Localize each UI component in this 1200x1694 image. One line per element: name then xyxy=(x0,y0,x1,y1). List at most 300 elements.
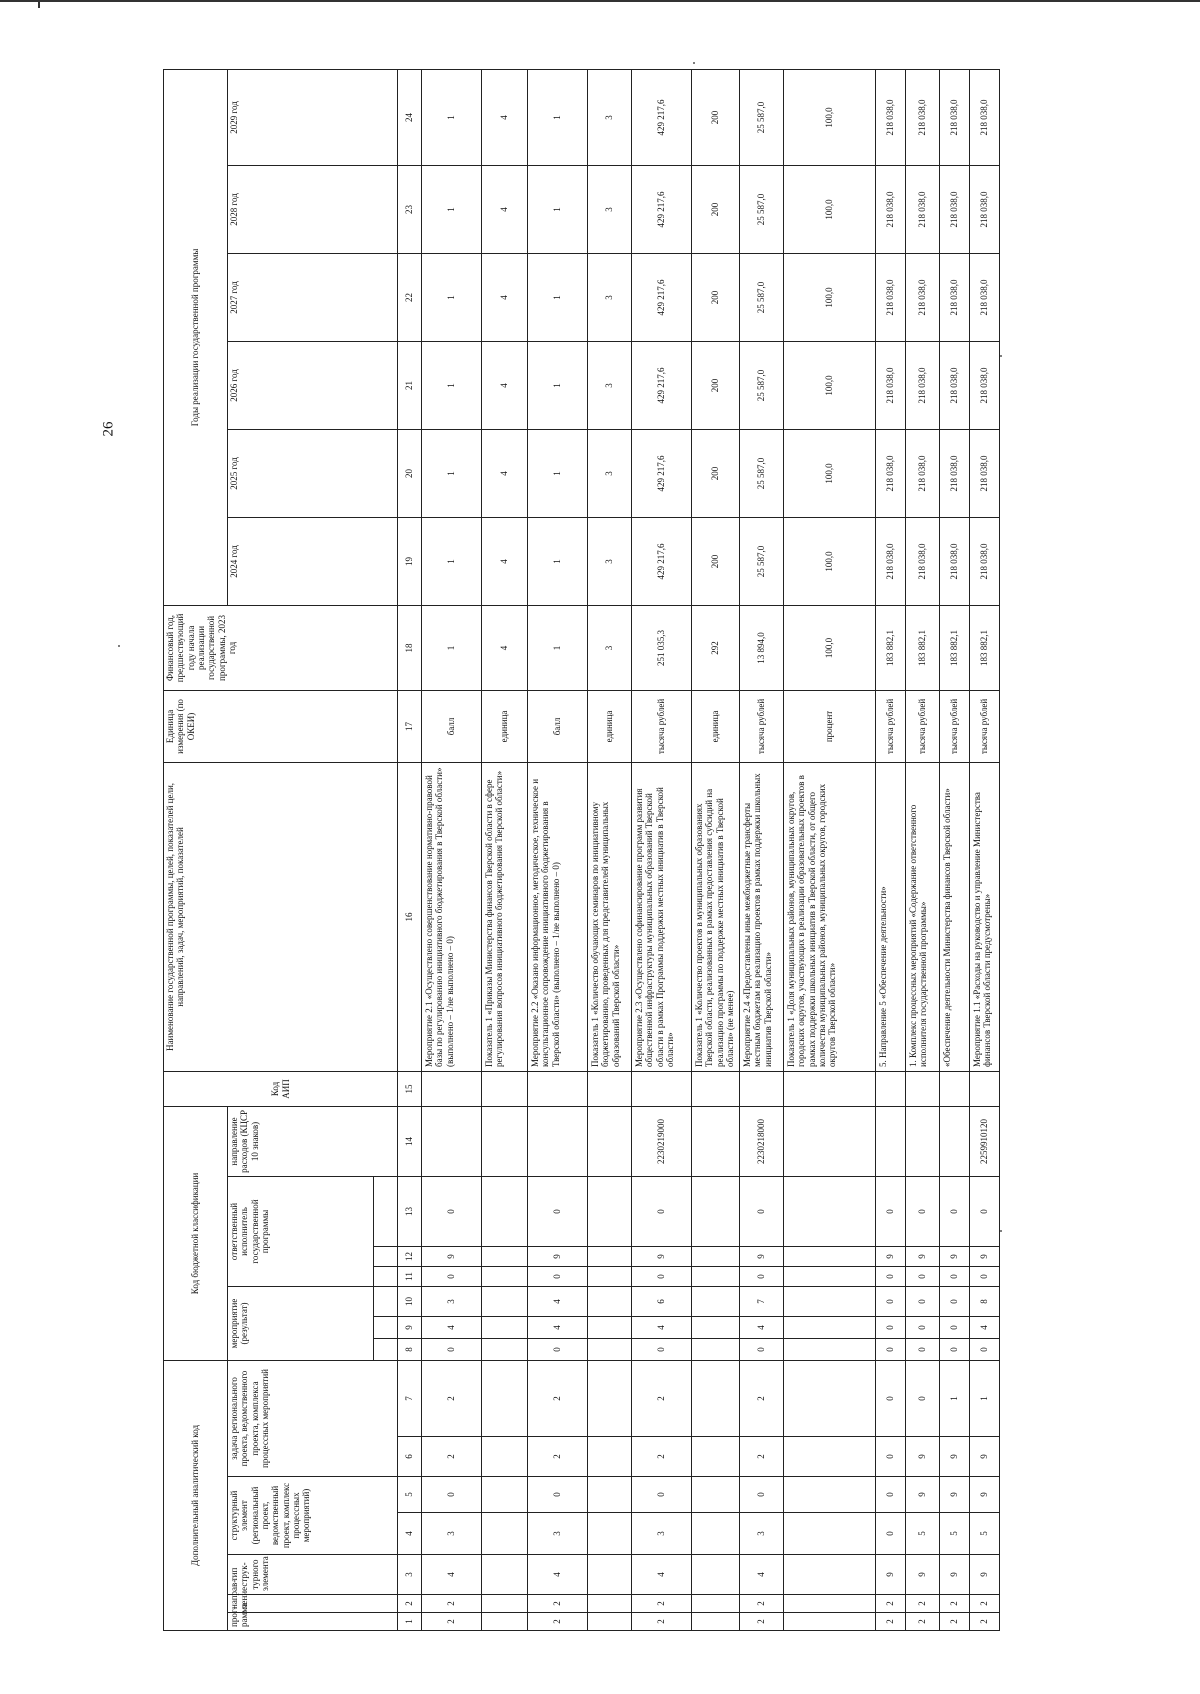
code-cell xyxy=(876,1071,906,1106)
header-struct-elem: структурный элемент (региональный проект, ведомственный проект, комплекс процессных мероприятий) xyxy=(228,1477,398,1555)
unit-cell: тысяча рублей xyxy=(876,690,906,762)
code-cell: 9 xyxy=(876,1555,906,1595)
year-value-cell: 218 038,0 xyxy=(970,517,1000,605)
year-value-cell: 218 038,0 xyxy=(876,517,906,605)
base-year-value: 183 882,1 xyxy=(940,605,970,690)
header-executor-sub xyxy=(374,1267,398,1287)
page-number xyxy=(99,414,119,444)
unit-cell: тысяча рублей xyxy=(906,690,940,762)
code-cell: 0 xyxy=(906,1177,940,1247)
header-aip: Код АИП xyxy=(164,1071,398,1106)
year-value-cell: 4 xyxy=(482,429,528,517)
column-number: 23 xyxy=(398,165,422,253)
code-cell xyxy=(588,1106,632,1176)
code-cell: 0 xyxy=(970,1339,1000,1361)
year-value-cell: 4 xyxy=(482,341,528,429)
code-cell: 2 xyxy=(528,1595,588,1613)
code-cell xyxy=(692,1287,740,1317)
header-executor: ответственный исполнитель государственной программы xyxy=(228,1177,374,1287)
year-value-cell: 429 217,6 xyxy=(632,341,692,429)
year-value-cell: 200 xyxy=(692,69,740,165)
code-cell xyxy=(940,1071,970,1106)
table-row xyxy=(876,69,906,1630)
header-measure-sub xyxy=(374,1339,398,1361)
page-number-text: 26 xyxy=(100,421,117,437)
year-value-cell: 3 xyxy=(588,253,632,341)
header-year-2029: 2029 год xyxy=(228,69,398,165)
table-row xyxy=(632,69,692,1630)
code-cell xyxy=(784,1267,876,1287)
code-cell: 9 xyxy=(970,1477,1000,1513)
base-year-value: 251 035,3 xyxy=(632,605,692,690)
scan-speck xyxy=(1000,355,1002,357)
code-cell: 2 xyxy=(422,1595,482,1613)
code-cell xyxy=(482,1595,528,1613)
code-cell xyxy=(784,1177,876,1247)
code-cell xyxy=(692,1106,740,1176)
code-cell xyxy=(692,1555,740,1595)
year-value-cell: 218 038,0 xyxy=(876,69,906,165)
code-cell: 1 xyxy=(940,1361,970,1437)
year-value-cell: 218 038,0 xyxy=(906,69,940,165)
year-value-cell: 1 xyxy=(528,253,588,341)
header-measure: мероприятие (результат) xyxy=(228,1287,374,1361)
year-value-cell: 200 xyxy=(692,253,740,341)
code-cell: 2 xyxy=(422,1613,482,1631)
column-number: 3 xyxy=(398,1555,422,1595)
header-year-2024: 2024 год xyxy=(228,517,398,605)
code-cell: 3 xyxy=(632,1513,692,1555)
code-cell xyxy=(422,1071,482,1106)
table-row xyxy=(970,69,1000,1630)
code-cell: 2 xyxy=(970,1595,1000,1613)
header-year-2027: 2027 год xyxy=(228,253,398,341)
code-cell xyxy=(482,1106,528,1176)
code-cell: 0 xyxy=(632,1477,692,1513)
code-cell xyxy=(482,1177,528,1247)
code-cell xyxy=(482,1555,528,1595)
year-value-cell: 429 217,6 xyxy=(632,429,692,517)
code-cell xyxy=(588,1513,632,1555)
code-cell: 0 xyxy=(740,1477,784,1513)
code-cell xyxy=(588,1317,632,1339)
code-cell: 2 xyxy=(422,1437,482,1477)
code-cell xyxy=(784,1361,876,1437)
scan-edge-mark xyxy=(0,0,1200,2)
code-cell: 9 xyxy=(970,1247,1000,1267)
base-year-value: 183 882,1 xyxy=(970,605,1000,690)
item-name-cell: Мероприятие 2.1 «Осуществлено совершенствование нормативно-правовой базы по регулированию инициативного бюджетирования в Тверской области» (выполнено – 1/не выполнено – 0) xyxy=(422,762,482,1071)
scan-speck xyxy=(693,62,695,64)
code-cell: 2 xyxy=(940,1595,970,1613)
code-cell xyxy=(422,1106,482,1176)
code-cell xyxy=(482,1613,528,1631)
code-cell: 9 xyxy=(906,1477,940,1513)
code-cell: 2 xyxy=(876,1613,906,1631)
code-cell: 6 xyxy=(632,1287,692,1317)
year-value-cell: 25 587,0 xyxy=(740,253,784,341)
code-cell xyxy=(588,1595,632,1613)
base-year-value: 292 xyxy=(692,605,740,690)
table-row xyxy=(422,69,482,1630)
unit-cell: единица xyxy=(588,690,632,762)
year-value-cell: 100,0 xyxy=(784,517,876,605)
code-cell: 2 xyxy=(906,1613,940,1631)
unit-cell: тысяча рублей xyxy=(632,690,692,762)
code-cell xyxy=(632,1071,692,1106)
code-cell: 2 xyxy=(740,1595,784,1613)
code-cell xyxy=(906,1106,940,1176)
code-cell: 5 xyxy=(906,1513,940,1555)
header-program: прог-рамма xyxy=(228,1613,398,1631)
year-value-cell: 1 xyxy=(422,69,482,165)
column-number: 13 xyxy=(398,1177,422,1247)
code-cell xyxy=(588,1361,632,1437)
code-cell xyxy=(784,1555,876,1595)
year-value-cell: 218 038,0 xyxy=(970,429,1000,517)
code-cell xyxy=(588,1437,632,1477)
code-cell xyxy=(692,1477,740,1513)
code-cell: 0 xyxy=(940,1287,970,1317)
year-value-cell: 218 038,0 xyxy=(970,69,1000,165)
year-value-cell: 429 217,6 xyxy=(632,253,692,341)
code-cell: 4 xyxy=(422,1555,482,1595)
code-cell xyxy=(692,1595,740,1613)
item-name-cell: Мероприятие 2.2 «Оказано информационное, методическое, техническое и консультационное сопровождение инициативного бюджетирования в Тверской области» (выполнено – 1/не выполнено – 0) xyxy=(528,762,588,1071)
code-cell: 9 xyxy=(940,1477,970,1513)
column-number: 21 xyxy=(398,341,422,429)
code-cell: 4 xyxy=(632,1317,692,1339)
year-value-cell: 4 xyxy=(482,69,528,165)
year-value-cell: 25 587,0 xyxy=(740,429,784,517)
code-cell: 4 xyxy=(528,1287,588,1317)
code-cell xyxy=(588,1613,632,1631)
base-year-value: 183 882,1 xyxy=(906,605,940,690)
code-cell xyxy=(740,1071,784,1106)
code-cell: 2259910120 xyxy=(970,1106,1000,1176)
column-number: 17 xyxy=(398,690,422,762)
code-cell: 4 xyxy=(970,1317,1000,1339)
table-body xyxy=(422,69,1000,1630)
code-cell: 0 xyxy=(970,1267,1000,1287)
code-cell xyxy=(588,1287,632,1317)
code-cell xyxy=(528,1071,588,1106)
column-number: 2 xyxy=(398,1595,422,1613)
header-struct-type: тип струк-турного элемента xyxy=(228,1555,398,1595)
year-value-cell: 100,0 xyxy=(784,69,876,165)
code-cell xyxy=(970,1071,1000,1106)
code-cell: 0 xyxy=(906,1317,940,1339)
code-cell xyxy=(588,1247,632,1267)
unit-cell: единица xyxy=(692,690,740,762)
code-cell: 0 xyxy=(876,1437,906,1477)
year-value-cell: 3 xyxy=(588,165,632,253)
code-cell xyxy=(482,1437,528,1477)
code-cell xyxy=(482,1317,528,1339)
year-value-cell: 218 038,0 xyxy=(906,253,940,341)
code-cell xyxy=(482,1247,528,1267)
scan-speck xyxy=(1000,1230,1002,1232)
year-value-cell: 218 038,0 xyxy=(940,341,970,429)
unit-cell: единица xyxy=(482,690,528,762)
year-value-cell: 218 038,0 xyxy=(906,165,940,253)
column-number: 24 xyxy=(398,69,422,165)
code-cell xyxy=(528,1106,588,1176)
item-name-cell: 5. Направление 5 «Обеспечение деятельности» xyxy=(876,762,906,1071)
column-number: 6 xyxy=(398,1437,422,1477)
code-cell: 9 xyxy=(528,1247,588,1267)
code-cell: 2230219000 xyxy=(632,1106,692,1176)
column-number: 8 xyxy=(398,1339,422,1361)
code-cell xyxy=(692,1247,740,1267)
column-number: 10 xyxy=(398,1287,422,1317)
year-value-cell: 1 xyxy=(528,69,588,165)
header-year-2028: 2028 год xyxy=(228,165,398,253)
year-value-cell: 200 xyxy=(692,165,740,253)
code-cell: 0 xyxy=(528,1267,588,1287)
code-cell xyxy=(692,1437,740,1477)
code-cell: 2 xyxy=(632,1437,692,1477)
code-cell: 9 xyxy=(940,1555,970,1595)
code-cell: 3 xyxy=(422,1287,482,1317)
year-value-cell: 3 xyxy=(588,341,632,429)
year-value-cell: 100,0 xyxy=(784,341,876,429)
code-cell xyxy=(588,1177,632,1247)
header-executor-sub xyxy=(374,1247,398,1267)
code-cell: 2 xyxy=(632,1613,692,1631)
code-cell xyxy=(692,1177,740,1247)
code-cell: 9 xyxy=(906,1555,940,1595)
year-value-cell: 200 xyxy=(692,517,740,605)
code-cell: 0 xyxy=(906,1361,940,1437)
base-year-value: 183 882,1 xyxy=(876,605,906,690)
code-cell: 5 xyxy=(970,1513,1000,1555)
code-cell: 2 xyxy=(528,1437,588,1477)
item-name-cell: Показатель 1 «Количество проектов в муниципальных образованиях Тверской области, реализованных в рамках предоставления субсидий на реализацию программы по поддержке местных инициатив в Тверской области» (не менее) xyxy=(692,762,740,1071)
code-cell xyxy=(482,1361,528,1437)
code-cell: 5 xyxy=(940,1513,970,1555)
column-number: 1 xyxy=(398,1613,422,1631)
code-cell: 0 xyxy=(876,1317,906,1339)
code-cell: 2 xyxy=(528,1613,588,1631)
code-cell: 9 xyxy=(940,1247,970,1267)
year-value-cell: 3 xyxy=(588,517,632,605)
code-cell: 4 xyxy=(528,1555,588,1595)
scan-speck xyxy=(118,645,120,647)
year-value-cell: 218 038,0 xyxy=(940,517,970,605)
code-cell xyxy=(906,1071,940,1106)
code-cell xyxy=(784,1513,876,1555)
year-value-cell: 218 038,0 xyxy=(970,165,1000,253)
code-cell: 2 xyxy=(632,1595,692,1613)
code-cell: 2 xyxy=(876,1595,906,1613)
header-fin-year: Финансовый год, предшествующий году начала реализации государственной программы, 2023 год xyxy=(164,605,398,690)
year-value-cell: 218 038,0 xyxy=(970,253,1000,341)
year-value-cell: 218 038,0 xyxy=(876,341,906,429)
column-number: 9 xyxy=(398,1317,422,1339)
year-value-cell: 218 038,0 xyxy=(906,429,940,517)
code-cell xyxy=(692,1339,740,1361)
year-value-cell: 218 038,0 xyxy=(906,341,940,429)
header-year-2026: 2026 год xyxy=(228,341,398,429)
year-value-cell: 218 038,0 xyxy=(940,69,970,165)
code-cell: 9 xyxy=(740,1247,784,1267)
code-cell: 0 xyxy=(632,1267,692,1287)
year-value-cell: 218 038,0 xyxy=(970,341,1000,429)
code-cell xyxy=(784,1317,876,1339)
code-cell xyxy=(482,1287,528,1317)
code-cell xyxy=(482,1339,528,1361)
column-number: 22 xyxy=(398,253,422,341)
code-cell xyxy=(784,1106,876,1176)
year-value-cell: 1 xyxy=(422,341,482,429)
year-value-cell: 429 217,6 xyxy=(632,69,692,165)
header-task: задача регионального проекта, ведомственного проекта, комплекса процессных мероприятий xyxy=(228,1361,398,1477)
code-cell: 2 xyxy=(970,1613,1000,1631)
year-value-cell: 100,0 xyxy=(784,429,876,517)
year-value-cell: 1 xyxy=(528,429,588,517)
code-cell: 2 xyxy=(422,1361,482,1437)
item-name-cell: Мероприятие 1.1 «Расходы на руководство и управление Министерства финансов Тверской области предусмотрены» xyxy=(970,762,1000,1071)
base-year-value: 3 xyxy=(588,605,632,690)
code-cell xyxy=(784,1247,876,1267)
column-number: 20 xyxy=(398,429,422,517)
code-cell: 9 xyxy=(970,1437,1000,1477)
year-value-cell: 3 xyxy=(588,429,632,517)
header-measure-sub xyxy=(374,1317,398,1339)
year-value-cell: 429 217,6 xyxy=(632,165,692,253)
code-cell: 3 xyxy=(528,1513,588,1555)
header-direction: направ-ление xyxy=(228,1595,398,1613)
code-cell xyxy=(784,1287,876,1317)
year-value-cell: 1 xyxy=(528,517,588,605)
unit-cell: балл xyxy=(528,690,588,762)
item-name-cell: Показатель 1 «Доля муниципальных районов, муниципальных округов, городских округов, участвующих в реализации образовательных проектов в рамках поддержки школьных инициатив в Тверской области, от общего количества муниципальных районов, муниципальных округов, городских округов Тверской области» xyxy=(784,762,876,1071)
code-cell xyxy=(588,1339,632,1361)
year-value-cell: 100,0 xyxy=(784,165,876,253)
code-cell: 9 xyxy=(970,1555,1000,1595)
year-value-cell: 1 xyxy=(422,429,482,517)
unit-cell: процент xyxy=(784,690,876,762)
column-number: 16 xyxy=(398,762,422,1071)
header-dop-code: Дополнительный аналитический код xyxy=(164,1361,228,1631)
table-row xyxy=(528,69,588,1630)
code-cell: 2 xyxy=(740,1361,784,1437)
code-cell xyxy=(692,1613,740,1631)
code-cell: 2230218000 xyxy=(740,1106,784,1176)
code-cell: 2 xyxy=(940,1613,970,1631)
code-cell: 9 xyxy=(422,1247,482,1267)
year-value-cell: 218 038,0 xyxy=(876,429,906,517)
header-years-group: Годы реализации государственной программы xyxy=(164,69,228,605)
table-row xyxy=(740,69,784,1630)
year-value-cell: 1 xyxy=(528,341,588,429)
year-value-cell: 1 xyxy=(528,165,588,253)
code-cell: 4 xyxy=(740,1555,784,1595)
code-cell: 3 xyxy=(740,1513,784,1555)
header-budget-code: Код бюджетной классификации xyxy=(164,1106,228,1360)
code-cell xyxy=(588,1477,632,1513)
code-cell: 0 xyxy=(740,1177,784,1247)
unit-cell: балл xyxy=(422,690,482,762)
table-row xyxy=(482,69,528,1630)
column-number: 11 xyxy=(398,1267,422,1287)
year-value-cell: 218 038,0 xyxy=(876,253,906,341)
year-value-cell: 218 038,0 xyxy=(876,165,906,253)
year-value-cell: 200 xyxy=(692,429,740,517)
code-cell xyxy=(588,1267,632,1287)
year-value-cell: 100,0 xyxy=(784,253,876,341)
year-value-cell: 25 587,0 xyxy=(740,341,784,429)
code-cell: 0 xyxy=(876,1513,906,1555)
column-number: 12 xyxy=(398,1247,422,1267)
code-cell: 0 xyxy=(740,1267,784,1287)
code-cell: 2 xyxy=(528,1361,588,1437)
code-cell: 9 xyxy=(906,1247,940,1267)
code-cell: 0 xyxy=(528,1177,588,1247)
code-cell: 0 xyxy=(422,1177,482,1247)
code-cell xyxy=(692,1267,740,1287)
column-number: 7 xyxy=(398,1361,422,1437)
code-cell xyxy=(784,1613,876,1631)
code-cell: 2 xyxy=(632,1361,692,1437)
code-cell: 4 xyxy=(528,1317,588,1339)
base-year-value: 1 xyxy=(422,605,482,690)
code-cell: 3 xyxy=(422,1513,482,1555)
base-year-value: 13 894,0 xyxy=(740,605,784,690)
code-cell: 0 xyxy=(940,1177,970,1247)
code-cell xyxy=(482,1513,528,1555)
code-cell: 9 xyxy=(940,1437,970,1477)
year-value-cell: 1 xyxy=(422,165,482,253)
header-executor-sub xyxy=(374,1177,398,1247)
item-name-cell: «Обеспечение деятельности Министерства финансов Тверской области» xyxy=(940,762,970,1071)
header-measure-sub xyxy=(374,1287,398,1317)
code-cell: 0 xyxy=(528,1477,588,1513)
code-cell: 0 xyxy=(632,1177,692,1247)
code-cell xyxy=(692,1361,740,1437)
code-cell xyxy=(692,1317,740,1339)
budget-table xyxy=(163,69,1000,1631)
code-cell xyxy=(784,1071,876,1106)
year-value-cell: 429 217,6 xyxy=(632,517,692,605)
code-cell: 0 xyxy=(940,1339,970,1361)
item-name-cell: Показатель 1 «Приказы Министерства финансов Тверской области в сфере регулирования вопросов инициативного бюджетирования Тверской области» xyxy=(482,762,528,1071)
item-name-cell: Мероприятие 2.3 «Осуществлено софинансирование программ развития общественной инфраструктуры муниципальных образований Тверской области в рамках Программы поддержки местных инициатив в Тверской области» xyxy=(632,762,692,1071)
unit-cell: тысяча рублей xyxy=(940,690,970,762)
scan-corner-mark xyxy=(38,0,40,8)
code-cell xyxy=(784,1477,876,1513)
code-cell xyxy=(784,1595,876,1613)
code-cell: 9 xyxy=(876,1247,906,1267)
column-number: 18 xyxy=(398,605,422,690)
code-cell xyxy=(784,1339,876,1361)
code-cell: 0 xyxy=(740,1339,784,1361)
code-cell xyxy=(482,1071,528,1106)
year-value-cell: 3 xyxy=(588,69,632,165)
table-row xyxy=(588,69,632,1630)
year-value-cell: 25 587,0 xyxy=(740,517,784,605)
code-cell xyxy=(940,1106,970,1176)
header-expense: направление расходов (КЦСР 10 знаков) xyxy=(228,1106,398,1176)
table-row xyxy=(784,69,876,1630)
code-cell: 0 xyxy=(906,1287,940,1317)
code-cell: 0 xyxy=(876,1361,906,1437)
year-value-cell: 218 038,0 xyxy=(940,253,970,341)
year-value-cell: 4 xyxy=(482,253,528,341)
year-value-cell: 4 xyxy=(482,517,528,605)
item-name-cell: 1. Комплекс процессных мероприятий «Содержание ответственного исполнителя государственной программы» xyxy=(906,762,940,1071)
